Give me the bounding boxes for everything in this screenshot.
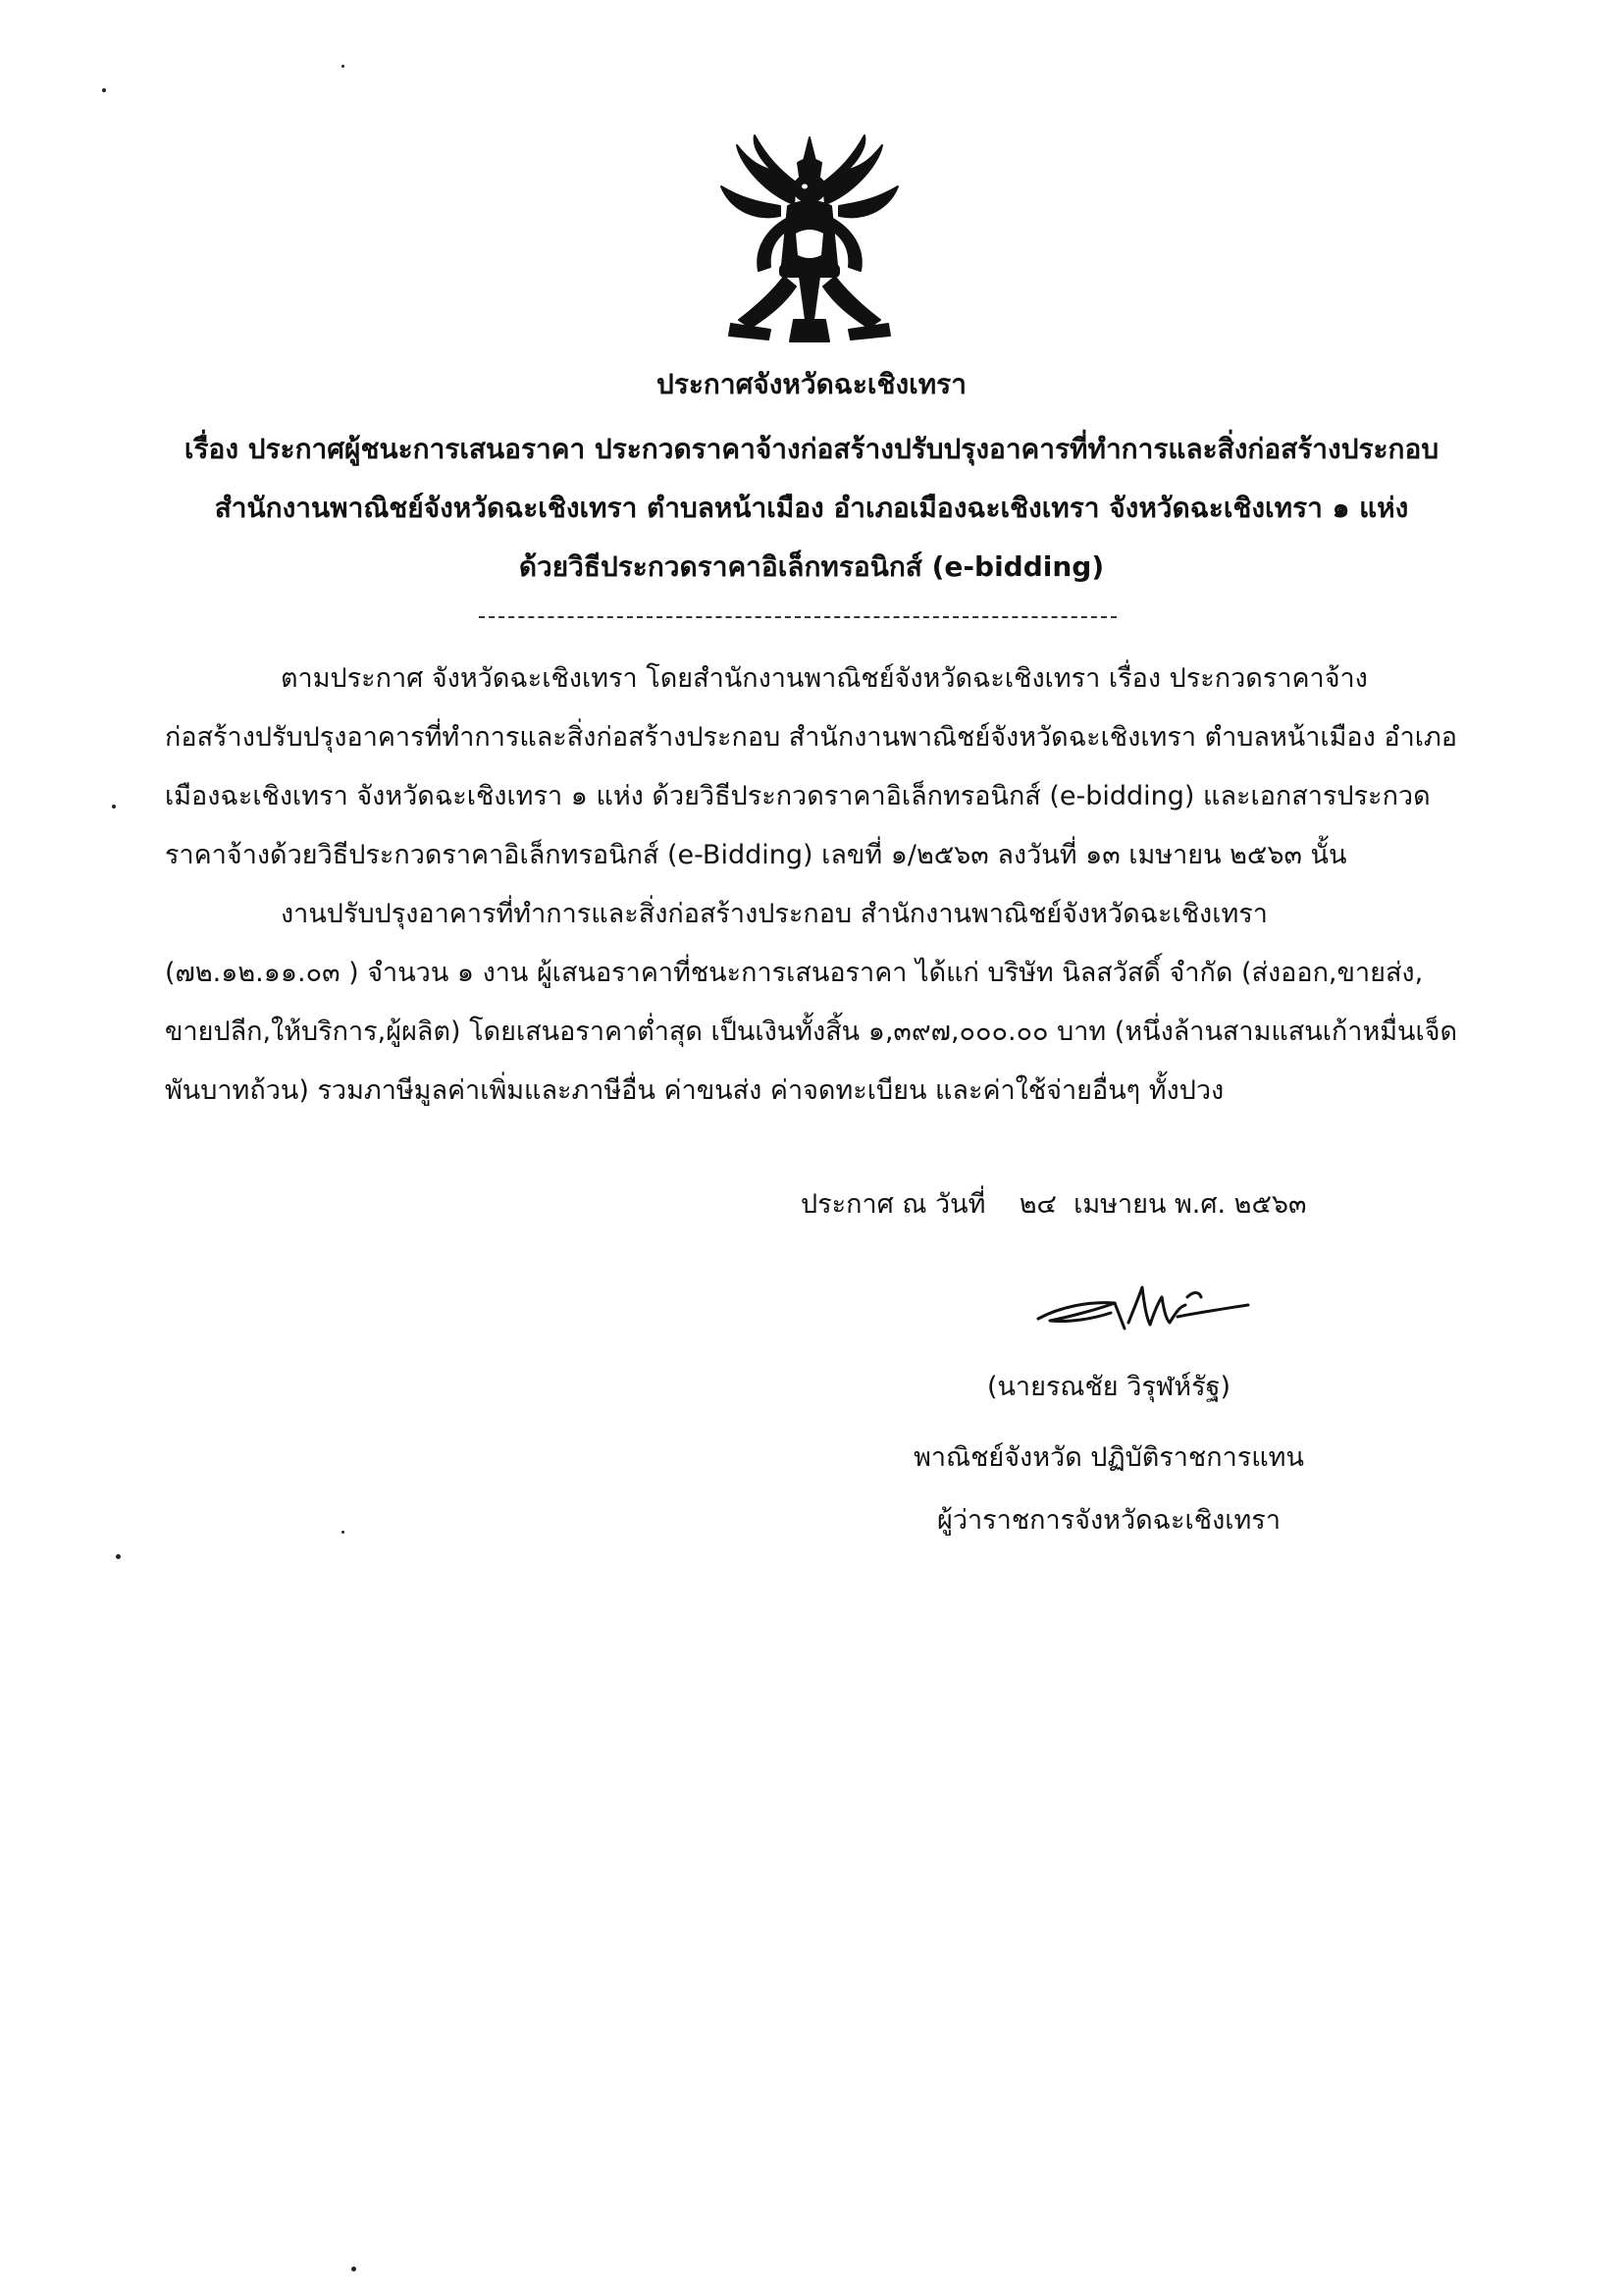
signatory-position-1: พาณิชย์จังหวัด ปฏิบัติราชการแทน (914, 1442, 1304, 1473)
separator-line (479, 616, 1117, 618)
body-paragraph-1 (165, 650, 1480, 885)
subject-line-3: ด้วยวิธีประกวดราคาอิเล็กทรอนิกส์ (e-bidding) (518, 550, 1105, 583)
paragraph-2-line-3: ขายปลีก,ให้บริการ,ผู้ผลิต) โดยเสนอราคาต่ำสุด เป็นเงินทั้งสิ้น ๑,๓๙๗,๐๐๐.๐๐ บาท (หนึ่งล้านสามแสนเก้าหมื่นเจ็ด (165, 1017, 1458, 1047)
subject-line-2: สำนักงานพาณิชย์จังหวัดฉะเชิงเทรา ตำบลหน้าเมือง อำเภอเมืองฉะเชิงเทรา จังหวัดฉะเชิงเทรา ๑ แห่ง (214, 492, 1409, 524)
announcement-subject (98, 420, 1525, 597)
paragraph-2-line-1: งานปรับปรุงอาคารที่ทำการและสิ่งก่อสร้างประกอบ สำนักงานพาณิชย์จังหวัดฉะเชิงเทรา (281, 899, 1268, 929)
paragraph-1-line-4: ราคาจ้างด้วยวิธีประกวดราคาอิเล็กทรอนิกส์ (e-Bidding) เลขที่ ๑/๒๕๖๓ ลงวันที่ ๑๓ เมษายน ๒๕๖๓ นั้น (165, 840, 1347, 870)
announcement-title: ประกาศจังหวัดฉะเชิงเทรา (656, 368, 967, 400)
scan-speck (112, 805, 116, 809)
garuda-emblem (711, 128, 908, 353)
scan-speck (116, 1554, 121, 1559)
subject-line-1: เรื่อง ประกาศผู้ชนะการเสนอราคา ประกวดราคาจ้างก่อสร้างปรับปรุงอาคารที่ทำการและสิ่งก่อสร้างประกอบ (183, 433, 1440, 465)
scan-speck (102, 88, 106, 92)
signatory-name: (นายรณชัย วิรุฬห์รัฐ) (986, 1372, 1231, 1402)
paragraph-1-line-3: เมืองฉะเชิงเทรา จังหวัดฉะเชิงเทรา ๑ แห่ง ด้วยวิธีประกวดราคาอิเล็กทรอนิกส์ (e-bidding) และเอกสารประกวด (165, 781, 1431, 811)
paragraph-1-line-2: ก่อสร้างปรับปรุงอาคารที่ทำการและสิ่งก่อสร้างประกอบ สำนักงานพาณิชย์จังหวัดฉะเชิงเทรา ตำบลหน้าเมือง อำเภอ (165, 722, 1458, 753)
handwritten-signature (1030, 1274, 1256, 1342)
signatory-position-2: ผู้ว่าราชการจังหวัดฉะเชิงเทรา (937, 1505, 1281, 1536)
scan-speck (351, 2267, 356, 2271)
scan-speck (341, 65, 344, 68)
paragraph-2-line-2: (๗๒.๑๒.๑๑.๐๓ ) จำนวน ๑ งาน ผู้เสนอราคาที่ชนะการเสนอราคา ได้แก่ บริษัท นิลสวัสดิ์ จำกัด (ส่งออก,ขายส่ง, (165, 958, 1424, 988)
body-paragraph-2 (165, 885, 1480, 1121)
paragraph-1-line-1: ตามประกาศ จังหวัดฉะเชิงเทรา โดยสำนักงานพาณิชย์จังหวัดฉะเชิงเทรา เรื่อง ประกวดราคาจ้าง (281, 663, 1368, 694)
scan-speck (341, 1531, 344, 1534)
announcement-date: ประกาศ ณ วันที่ ๒๔ เมษายน พ.ศ. ๒๕๖๓ (801, 1189, 1307, 1220)
paragraph-2-line-4: พันบาทถ้วน) รวมภาษีมูลค่าเพิ่มและภาษีอื่น ค่าขนส่ง ค่าจดทะเบียน และค่าใช้จ่ายอื่นๆ ทั้งปวง (165, 1075, 1225, 1106)
